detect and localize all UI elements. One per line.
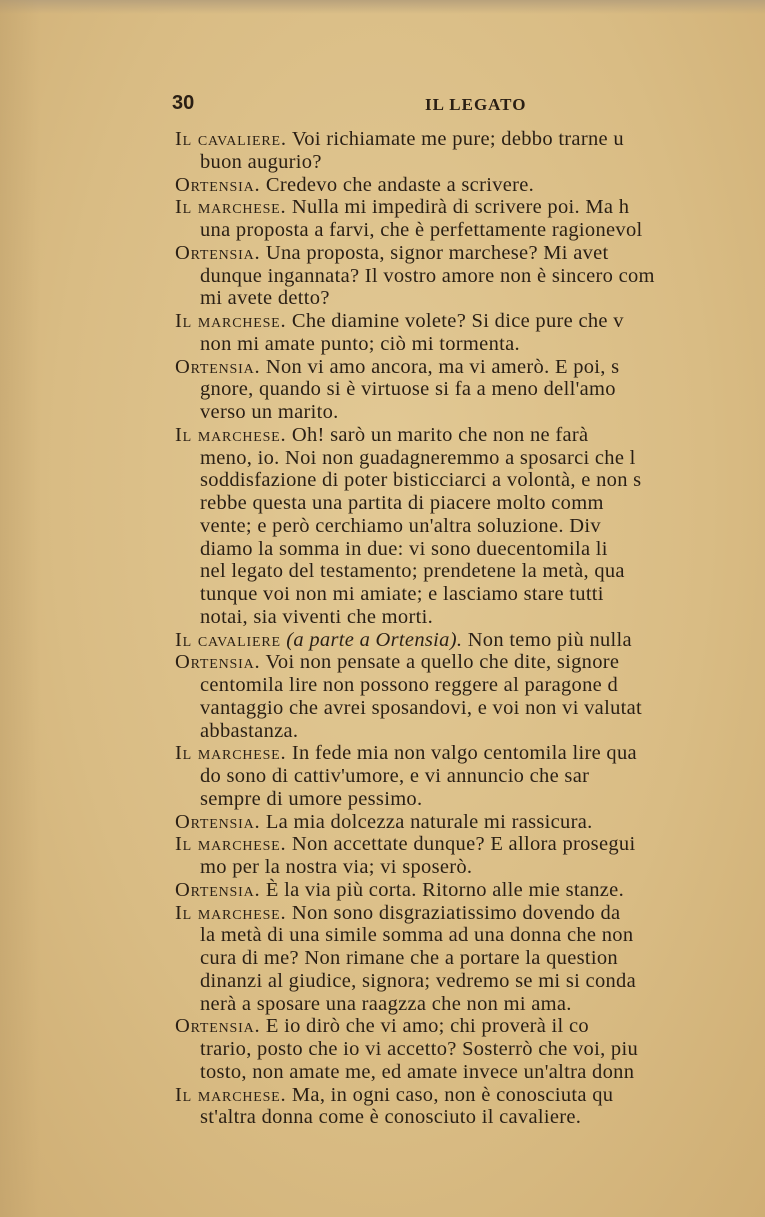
speech-line-first	[175, 310, 765, 333]
line-text: Credevo che andaste a scrivere.	[265, 173, 535, 196]
page-left-shadow	[0, 0, 40, 1217]
speaker-name: Il marchese.	[175, 1083, 287, 1106]
speech-line	[175, 265, 765, 288]
speaker-name: Ortensia.	[175, 810, 261, 833]
line-text: tosto, non amate me, ed amate invece un'altra donn	[200, 1060, 635, 1083]
speech-line	[175, 947, 765, 970]
speech-line	[175, 720, 765, 743]
line-text: una proposta a farvi, che è perfettamente ragionevol	[200, 219, 643, 241]
line-text: mo per la nostra via; vi sposerò.	[200, 856, 473, 878]
line-text: Non vi amo ancora, ma vi amerò. E poi, s	[265, 355, 620, 378]
line-text: la metà di una simile somma ad una donna che non	[200, 924, 634, 947]
running-title: IL LEGATO	[425, 95, 527, 114]
line-text: Ma, in ogni caso, non è conosciuta qu	[291, 1083, 614, 1106]
speech-line	[175, 515, 765, 538]
speech-line-first	[175, 424, 765, 447]
speech-line	[175, 674, 765, 697]
stage-direction: (a parte a Ortensia).	[286, 628, 463, 651]
speech-line-first	[175, 128, 765, 151]
line-text: Voi non pensate a quello che dite, signore	[265, 651, 620, 674]
speech-line	[175, 378, 765, 401]
speech-line-first	[175, 1015, 765, 1038]
speech-line	[175, 606, 765, 629]
speech-line	[175, 856, 765, 879]
speech-line-first	[175, 742, 765, 765]
speaker-name: Il marchese.	[175, 742, 287, 765]
line-text: non mi amate punto; ciò mi tormenta.	[200, 332, 520, 355]
line-text: cura di me? Non rimane che a portare la question	[200, 947, 618, 969]
speech-line	[175, 538, 765, 561]
line-text: sempre di umore pessimo.	[200, 787, 423, 810]
speech-line	[175, 151, 765, 174]
speech-line-first	[175, 902, 765, 925]
speech-line-first	[175, 811, 765, 834]
speaker-name: Ortensia.	[175, 1015, 261, 1038]
line-text: diamo la somma in due: vi sono duecentomila li	[200, 537, 608, 560]
line-text: st'altra donna come è conosciuto il cavaliere.	[200, 1106, 582, 1129]
line-text: In fede mia non valgo centomila lire qua	[291, 742, 637, 765]
line-text: dinanzi al giudice, signora; vedremo se mi si conda	[200, 969, 636, 992]
speaker-name: Ortensia.	[175, 878, 261, 901]
speech-line-first	[175, 833, 765, 856]
page-top-shadow	[0, 0, 765, 14]
line-text: Non accettate dunque? E allora prosegui	[291, 833, 636, 856]
speaker-name: Ortensia.	[175, 173, 261, 196]
speech-line	[175, 697, 765, 720]
line-text: E io dirò che vi amo; chi proverà il co	[265, 1015, 589, 1038]
speaker-name: Ortensia.	[175, 651, 261, 674]
speech-line	[175, 924, 765, 947]
speaker-name: Ortensia.	[175, 355, 261, 378]
speech-line	[175, 765, 765, 788]
line-text: nel legato del testamento; prendetene la metà, qua	[200, 560, 625, 583]
line-text: Che diamine volete? Si dice pure che v	[291, 310, 624, 332]
line-text: trario, posto che io vi accetto? Sosterrò che voi, piu	[200, 1038, 639, 1060]
line-text: Non temo più nulla	[467, 628, 632, 651]
speech-line	[175, 219, 765, 242]
speech-line	[175, 560, 765, 583]
speech-line	[175, 287, 765, 310]
speech-line-first	[175, 879, 765, 902]
line-text: tunque voi non mi amiate; e lasciamo stare tutti	[200, 583, 604, 605]
speech-line	[175, 469, 765, 492]
speech-line	[175, 492, 765, 515]
line-text: vantaggio che avrei sposandovi, e voi non vi valutat	[200, 696, 643, 719]
speaker-name: Il cavaliere	[175, 628, 281, 651]
speech-line-first	[175, 196, 765, 219]
line-text: notai, sia viventi che morti.	[200, 605, 434, 628]
speaker-name: Il marchese.	[175, 196, 287, 219]
speech-line-first	[175, 1084, 765, 1107]
line-text: Non sono disgraziatissimo dovendo da	[291, 901, 621, 924]
speech-line-first	[175, 629, 765, 652]
speech-line-first	[175, 356, 765, 379]
line-text: Voi richiamate me pure; debbo trarne u	[291, 128, 624, 150]
line-text: Oh! sarò un marito che non ne farà	[291, 423, 589, 446]
speech-line	[175, 970, 765, 993]
line-text: buon augurio?	[200, 150, 322, 173]
line-text: do sono di cattiv'umore, e vi annuncio che sar	[200, 765, 590, 787]
speech-line	[175, 447, 765, 470]
page-number: 30	[172, 92, 195, 114]
line-text: abbastanza.	[200, 719, 299, 742]
line-text: dunque ingannata? Il vostro amore non è sincero com	[200, 264, 655, 287]
line-text: verso un marito.	[200, 401, 339, 423]
line-text: È la via più corta. Ritorno alle mie stanze.	[265, 878, 625, 901]
line-text: vente; e però cerchiamo un'altra soluzione. Div	[200, 514, 601, 537]
speech-line	[175, 1038, 765, 1061]
speech-line-first	[175, 242, 765, 265]
speaker-name: Il marchese.	[175, 901, 287, 924]
speaker-name: Il cavaliere.	[175, 128, 287, 150]
speech-line	[175, 333, 765, 356]
line-text: rebbe questa una partita di piacere molto comm	[200, 492, 604, 514]
line-text: nerà a sposare una raagzza che non mi ama.	[200, 992, 572, 1015]
speech-line-first	[175, 651, 765, 674]
line-text: Nulla mi impedirà di scrivere poi. Ma h	[291, 196, 630, 219]
speaker-name: Il marchese.	[175, 833, 287, 856]
speech-line	[175, 583, 765, 606]
line-text: Una proposta, signor marchese? Mi avet	[265, 241, 609, 264]
speaker-name: Ortensia.	[175, 241, 261, 264]
speech-line	[175, 1061, 765, 1084]
line-text: meno, io. Noi non guadagneremmo a sposarci che l	[200, 446, 636, 469]
line-text: La mia dolcezza naturale mi rassicura.	[265, 810, 593, 833]
line-text: soddisfazione di poter bisticciarci a volontà, e non s	[200, 469, 642, 492]
line-text: centomila lire non possono reggere al paragone d	[200, 674, 618, 696]
line-text: mi avete detto?	[200, 287, 330, 310]
line-text: gnore, quando si è virtuose si fa a meno dell'amo	[200, 378, 616, 401]
speech-line-first	[175, 174, 765, 197]
speech-line	[175, 993, 765, 1016]
speaker-name: Il marchese.	[175, 423, 287, 446]
speech-line	[175, 1106, 765, 1129]
speech-line	[175, 788, 765, 811]
dialogue-text	[175, 128, 765, 1138]
speaker-name: Il marchese.	[175, 310, 287, 332]
speech-line	[175, 401, 765, 424]
